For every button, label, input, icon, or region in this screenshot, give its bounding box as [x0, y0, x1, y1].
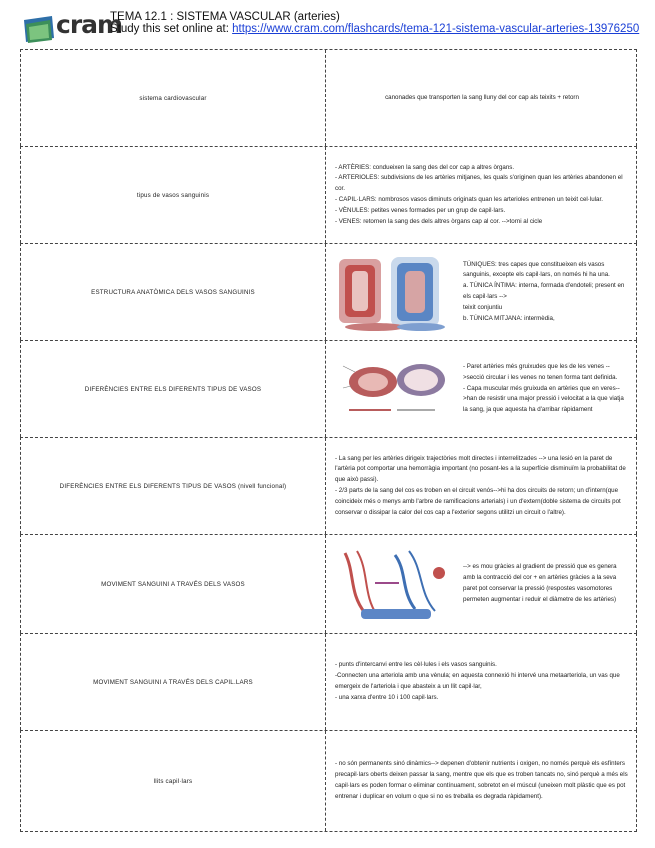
card-term: sistema cardiovascular: [21, 50, 326, 146]
definition-line: --> es mou gràcies al gradient de pressió que es genera amb la contracció del cor + en artèries gràcies a la seva paret pot conservar la pressió (respostes vasomotores permeten augmentar i reduir el diàmetre de les artèries): [463, 563, 617, 603]
definition-line: a. TÚNICA ÍNTIMA: interna, formada d'endoteli; present en els capil·lars -->: [463, 282, 625, 300]
card-definition: [327, 341, 637, 437]
vessel-layers-illustration-icon: [335, 251, 453, 333]
card-row: [20, 146, 637, 243]
definition-line: - punts d'intercanvi entre les cèl·lules i els vasos sanguinis.: [335, 661, 497, 669]
card-term: MOVIMENT SANGUINI A TRAVÉS DELS VASOS: [21, 535, 326, 633]
definition-line: - Capa muscular més gruixuda en artèries que en veres-->han de resistir una major pressió i velocitat a la que viatja la sang, ja que aquesta ha d'arribar ràpidament: [463, 384, 624, 414]
definition-line: - una xarxa d'entre 10 i 100 capil·lars.: [335, 693, 439, 701]
study-online-line: [110, 24, 642, 35]
card-row: [20, 633, 637, 730]
card-definition: [327, 535, 637, 633]
card-definition: [327, 731, 637, 831]
card-term: llits capil·lars: [21, 731, 326, 831]
page-header: [22, 10, 642, 48]
definition-line: - CAPIL·LARS: nombrosos vasos diminuts originats quan les arterioles entrenen un teixit cel·lular.: [335, 196, 603, 203]
definition-line: canonades que transporten la sang lluny del cor cap als teixits + retorn: [385, 93, 579, 101]
study-link[interactable]: https://www.cram.com/flashcards/tema-121-sistema-vascular-arteries-13976250: [232, 23, 640, 35]
card-definition: [327, 147, 637, 243]
definition-line: - ARTERIOLES: subdivisions de les artèries mitjanes, les quals s'originen quan les artèries abandonen el cor.: [335, 174, 623, 193]
flashcard-table: [20, 49, 638, 832]
definition-line: teixit conjuntiu: [463, 303, 503, 311]
study-prefix: Study this set online at:: [110, 23, 233, 35]
card-row: [20, 49, 637, 146]
blood-circulation-diagram-icon: [335, 543, 453, 625]
card-definition: [327, 634, 637, 730]
definition-line: TÚNIQUES: tres capes que constitueixen els vasos sanguinis, excepte els capil·lars, on només hi ha una.: [463, 260, 610, 279]
artery-vein-cross-section-icon: [335, 348, 453, 430]
card-row: [20, 730, 637, 832]
card-row: [20, 243, 637, 340]
card-row: [20, 437, 637, 534]
definition-line: - 2/3 parts de la sang del cos es troben en el circuit venós-->hi ha dos circuits de retorn; un d'intern(que coincideix més o menys amb l'arbre de ramificacions arterials) i un d'extern(doble sistema de circuits pot conservar o dissipar la calor del cos cap a l'exterior segons utilitzi un circuit o l'altre).: [335, 487, 621, 516]
card-term: DIFERÈNCIES ENTRE ELS DIFERENTS TIPUS DE VASOS (nivell funcional): [21, 438, 326, 534]
definition-line: - VENES: retornen la sang des dels altres òrgans cap al cor. -->torni al cicle: [335, 217, 543, 225]
definition-line: - no són permanents sinó dinàmics--> depenen d'obtenir nutrients i oxigen, no només perquè els esfínters precapil·lars oberts deixen passar la sang, mentre que els que es troben tancats no, sinó perquè a més els capil·lars es poden formar o eliminar contínuament, sobretot en el múscul (uneixen molt plàstic que es pot entrenar i duplicar en volum o que si no es treballa es degrada ràpidament).: [335, 760, 628, 800]
card-row: [20, 340, 637, 437]
definition-line: - ARTÈRIES: condueixen la sang des del cor cap a altres òrgans.: [335, 163, 515, 171]
card-definition: [327, 438, 637, 534]
card-row: [20, 534, 637, 633]
definition-line: - La sang per les artèries dirigeix trajectòries molt directes i interrelitzades --> una lesió en la paret de l'artèria pot comportar una hemorràgia important (no posant-les a la superfície disminuïm la probabilitat de que això passi).: [335, 454, 626, 484]
card-term: ESTRUCTURA ANATÒMICA DELS VASOS SANGUINIS: [21, 244, 326, 340]
card-term: MOVIMENT SANGUINI A TRAVÉS DELS CAPIL.LARS: [21, 634, 326, 730]
card-term: DIFERÈNCIES ENTRE ELS DIFERENTS TIPUS DE VASOS: [21, 341, 326, 437]
definition-line: - VÈNULES: petites venes formades per un grup de capil·lars.: [335, 206, 506, 214]
card-term: tipus de vasos sanguinis: [21, 147, 326, 243]
definition-line: - Paret artèries més gruixudes que les de les venes -->secció circular i les venes no tenen forma tant definida.: [463, 363, 618, 381]
logo-wordmark: cram: [56, 10, 123, 39]
card-definition: [327, 244, 637, 340]
definition-line: -Connecten una arteriola amb una vènula; en aquesta connexió hi intervé una metaarteriola, un vas que emergeix de l'arteriola i que abasteix a un llit capil·lar,: [335, 672, 620, 690]
card-definition: [327, 50, 637, 146]
definition-line: b. TÚNICA MITJANA: intermèdia,: [463, 314, 555, 322]
page-title: TEMA 12.1 : SISTEMA VASCULAR (arteries): [110, 11, 340, 23]
